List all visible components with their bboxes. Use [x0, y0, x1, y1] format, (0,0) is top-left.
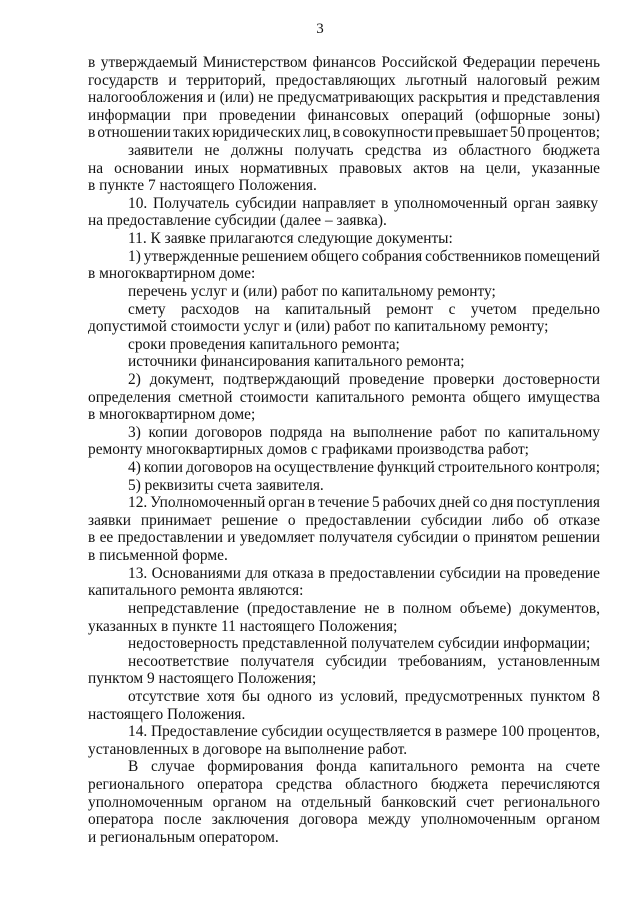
text-line-content: в пункте 7 настоящего Положения.: [88, 177, 317, 195]
text-line-content: 11. К заявке прилагаются следующие документы:: [128, 230, 453, 248]
text-line-content: в письменной форме.: [88, 547, 228, 565]
text-line: [88, 688, 600, 706]
text-line-content: определения сметной стоимости капитального ремонта общего имущества: [88, 388, 600, 406]
text-line: [88, 512, 600, 530]
text-line-content: допустимой стоимости услуг и (или) работ по капитальному ремонту;: [88, 318, 549, 336]
text-line: [88, 142, 600, 160]
text-line: [88, 124, 600, 142]
text-line: [88, 758, 600, 776]
text-line: [88, 230, 600, 248]
text-line: [88, 459, 600, 477]
text-line: [88, 107, 600, 125]
text-line: [88, 195, 600, 213]
text-line-content: на предоставление субсидии (далее – заявка).: [88, 212, 387, 230]
text-line: [88, 89, 600, 107]
text-line: [88, 424, 600, 442]
text-line: [88, 477, 600, 495]
text-line-content: смету расходов на капитальный ремонт с учетом предельно: [128, 300, 600, 318]
text-line: [88, 265, 600, 283]
document-body: [88, 54, 600, 846]
text-line-content: несоответствие получателя субсидии требованиям, установленным: [128, 652, 600, 670]
text-line: [88, 72, 600, 90]
text-line: [88, 529, 600, 547]
text-line: [88, 353, 600, 371]
text-line: [88, 177, 600, 195]
text-line-content: заявители не должны получать средства из областного бюджета: [128, 142, 600, 160]
text-line-content: 1) утвержденные решением общего собрания собственников помещений: [128, 247, 600, 265]
text-line: [88, 160, 600, 178]
text-line: [88, 723, 600, 741]
text-line: [88, 829, 600, 847]
text-line: [88, 371, 600, 389]
text-line: [88, 741, 600, 759]
text-line: [88, 706, 600, 724]
text-line: [88, 670, 600, 688]
text-line-content: сроки проведения капитального ремонта;: [128, 335, 400, 353]
text-line-content: настоящего Положения.: [88, 705, 246, 723]
text-line-content: перечень услуг и (или) работ по капитальному ремонту;: [128, 282, 496, 300]
text-line: [88, 389, 600, 407]
text-line: [88, 406, 600, 424]
text-line-content: и региональным оператором.: [88, 828, 279, 846]
text-line-content: в отношении таких юридических лиц, в совокупности превышает 50 процентов;: [88, 124, 600, 142]
text-line: [88, 336, 600, 354]
text-line: [88, 618, 600, 636]
text-line-content: уполномоченным органом на отдельный банковский счет регионального: [88, 793, 600, 811]
text-line: [88, 301, 600, 319]
text-line: [88, 811, 600, 829]
text-line-content: оператора после заключения договора между уполномоченным органом: [88, 811, 600, 829]
text-line-content: 4) копии договоров на осуществление функций строительного контроля;: [128, 459, 600, 477]
text-line-content: пунктом 9 настоящего Положения;: [88, 670, 317, 688]
text-line: [88, 565, 600, 583]
text-line: [88, 212, 600, 230]
text-line: [88, 547, 600, 565]
text-line-content: капитального ремонта являются:: [88, 582, 304, 600]
text-line-content: В случае формирования фонда капитального ремонта на счете: [128, 758, 600, 776]
text-line-content: в утверждаемый Министерством финансов Российской Федерации перечень: [88, 54, 600, 71]
text-line-content: информации при проведении финансовых операций (офшорные зоны): [88, 106, 600, 124]
text-line: [88, 318, 600, 336]
text-line-content: указанных в пункте 11 настоящего Положения;: [88, 617, 398, 635]
page-number: 3: [316, 21, 324, 37]
text-line-content: в ее предоставлении и уведомляет получателя субсидии о принятом решении: [88, 529, 600, 547]
text-line-content: в многоквартирном доме:: [88, 265, 256, 283]
text-line: [88, 582, 600, 600]
text-line: [88, 653, 600, 671]
text-line: [88, 635, 600, 653]
text-line-content: установленных в договоре на выполнение работ.: [88, 740, 408, 758]
text-line-content: 12. Уполномоченный орган в течение 5 рабочих дней со дня поступления: [128, 494, 600, 512]
text-line-content: 10. Получатель субсидии направляет в уполномоченный орган заявку: [128, 194, 599, 212]
text-line-content: источники финансирования капитального ремонта;: [128, 353, 465, 371]
text-line: [88, 248, 600, 266]
text-line: [88, 54, 600, 72]
text-line: [88, 441, 600, 459]
text-line: [88, 600, 600, 618]
text-line-content: 14. Предоставление субсидии осуществляется в размере 100 процентов,: [128, 723, 600, 741]
text-line: [88, 794, 600, 812]
text-line: [88, 283, 600, 301]
text-line-content: регионального оператора средства областного бюджета перечисляются: [88, 775, 600, 793]
text-line-content: на основании иных нормативных правовых актов на цели, указанные: [88, 159, 600, 177]
text-line: [88, 776, 600, 794]
text-line-content: 5) реквизиты счета заявителя.: [128, 476, 324, 494]
text-line-content: 2) документ, подтверждающий проведение проверки достоверности: [128, 370, 600, 388]
text-line-content: 13. Основаниями для отказа в предоставлении субсидии на проведение: [128, 564, 600, 582]
text-line-content: отсутствие хотя бы одного из условий, предусмотренных пунктом 8: [128, 687, 600, 705]
text-line-content: 3) копии договоров подряда на выполнение работ по капитальному: [128, 423, 600, 441]
text-line-content: в многоквартирном доме;: [88, 406, 256, 424]
text-line-content: непредставление (предоставление не в полном объеме) документов,: [128, 599, 600, 617]
text-line-content: недостоверность представленной получателем субсидии информации;: [128, 635, 591, 653]
text-line-content: заявки принимает решение о предоставлении субсидии либо об отказе: [88, 511, 600, 529]
text-line-content: налогообложения и (или) не предусматривающих раскрытия и представления: [88, 89, 600, 107]
text-line-content: ремонту многоквартирных домов с графиками производства работ;: [88, 441, 529, 459]
text-line-content: государств и территорий, предоставляющих льготный налоговый режим: [88, 71, 600, 89]
text-line: [88, 494, 600, 512]
